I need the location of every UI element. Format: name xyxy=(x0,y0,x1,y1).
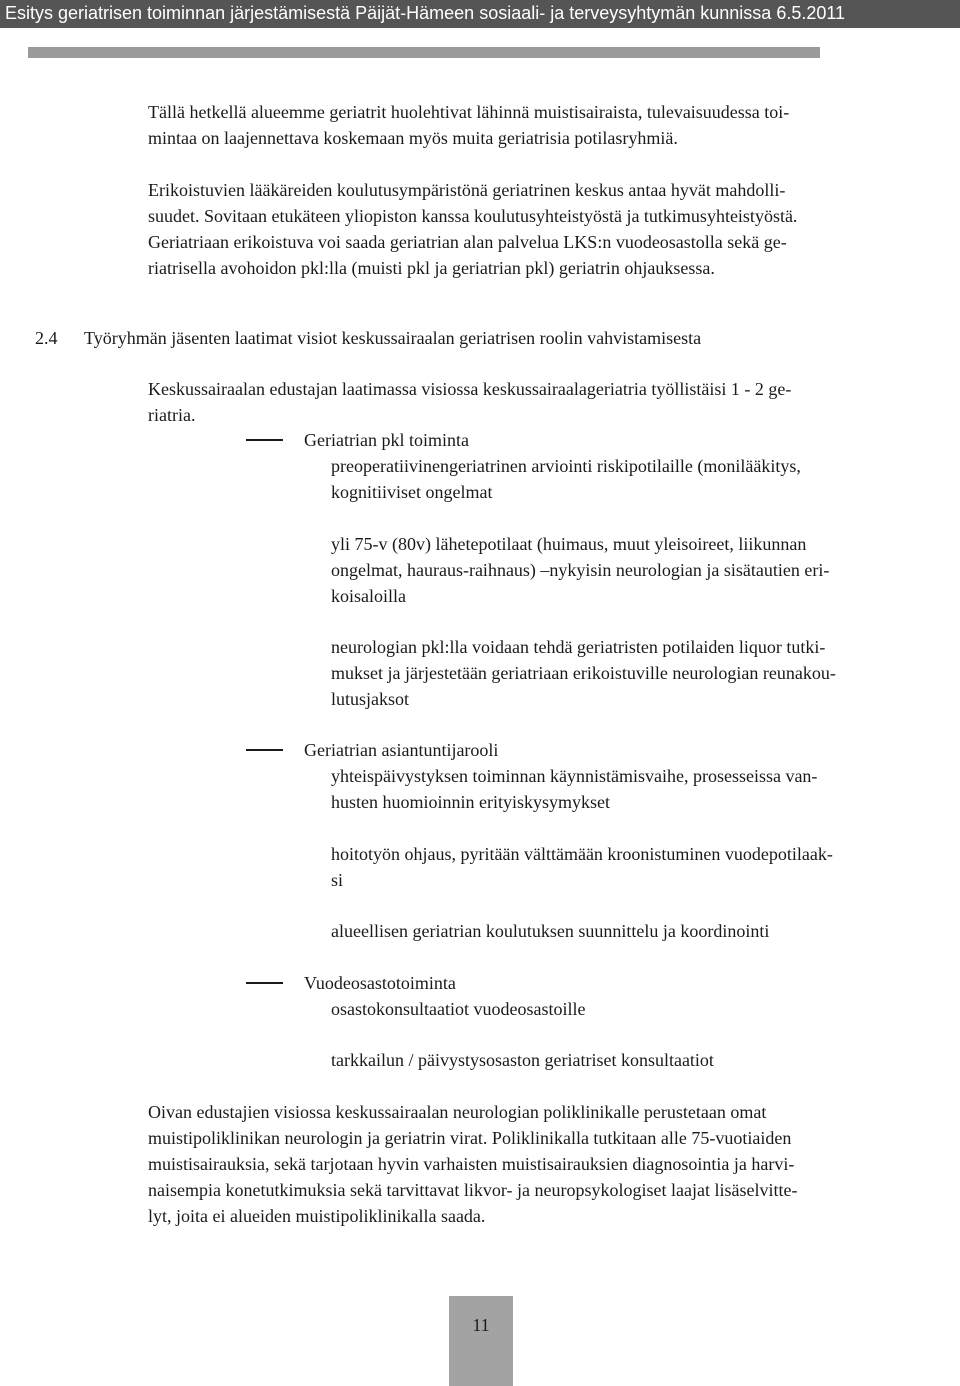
sub-item-line: ongelmat, hauraus-raihnaus) –nykyisin neurologian ja sisätautien eri- xyxy=(331,560,830,580)
sub-item-line: hoitotyön ohjaus, pyritään välttämään kroonistuminen vuodepotilaak- xyxy=(331,844,833,864)
sub-item-line: yhteispäivystyksen toiminnan käynnistämisvaihe, prosesseissa van- xyxy=(331,766,818,786)
paragraph-line: naisempia konetutkimuksia sekä tarvittavat likvor- ja neuropsykologiset laajat lisäselvitte- xyxy=(148,1180,798,1200)
sub-item-line: preoperatiivinengeriatrinen arviointi riskipotilaille (monilääkitys, xyxy=(331,456,801,476)
paragraph-line: Tällä hetkellä alueemme geriatrit huolehtivat lähinnä muistisairaista, tulevaisuudessa toi- xyxy=(148,102,790,122)
sub-item-line: husten huomioinnin erityiskysymykset xyxy=(331,792,610,812)
paragraph-line: suudet. Sovitaan etukäteen yliopiston kanssa koulutusyhteistyöstä ja tutkimusyhteistyöstä. xyxy=(148,206,798,226)
paragraph-line: lyt, joita ei alueiden muistipoliklinikalla saada. xyxy=(148,1206,486,1226)
sub-item-line: alueellisen geriatrian koulutuksen suunnittelu ja koordinointi xyxy=(331,921,770,941)
sub-item-line: neurologian pkl:lla voidaan tehdä geriatristen potilaiden liquor tutki- xyxy=(331,637,826,657)
sub-item-line: lutusjaksot xyxy=(331,689,410,709)
dash-bullet-icon xyxy=(246,749,283,751)
sub-item-line: si xyxy=(331,870,344,890)
document-title: Esitys geriatrisen toiminnan järjestämisestä Päijät-Hämeen sosiaali- ja terveysyhtymän kunnissa 6.5.2011 xyxy=(5,3,846,23)
sub-item-line: osastokonsultaatiot vuodeosastoille xyxy=(331,999,586,1019)
paragraph-line: riatrisella avohoidon pkl:lla (muisti pkl ja geriatrian pkl) geriatrin ohjauksessa. xyxy=(148,258,715,278)
paragraph-line: muistisairauksia, sekä tarjotaan hyvin varhaisten muistisairauksien diagnosointia ja harvi- xyxy=(148,1154,795,1174)
dash-bullet-icon xyxy=(246,982,283,984)
paragraph-line: Erikoistuvien lääkäreiden koulutusympäristönä geriatrinen keskus antaa hyvät mahdolli- xyxy=(148,180,786,200)
paragraph-line: mintaa on laajennettava koskemaan myös muita geriatrisia potilasryhmiä. xyxy=(148,128,678,148)
paragraph-line: Keskussairaalan edustajan laatimassa visiossa keskussairaalageriatria työllistäisi 1 - 2 ge- xyxy=(148,379,792,399)
paragraph-line: Oivan edustajien visiossa keskussairaalan neurologian poliklinikalle perustetaan omat xyxy=(148,1102,767,1122)
sub-item-line: mukset ja järjestetään geriatriaan erikoistuville neurologian reunakou- xyxy=(331,663,836,683)
page-number: 11 xyxy=(472,1315,490,1335)
sub-item-line: yli 75-v (80v) lähetepotilaat (huimaus, muut yleisoireet, liikunnan xyxy=(331,534,807,554)
sub-item-line: koisaloilla xyxy=(331,586,406,606)
document-header xyxy=(0,0,960,28)
section-number: 2.4 xyxy=(35,328,58,348)
bullet-title: Geriatrian asiantuntijarooli xyxy=(304,740,499,760)
paragraph-line: Geriatriaan erikoistuva voi saada geriatrian alan palvelua LKS:n vuodeosastolla sekä ge- xyxy=(148,232,787,252)
bullet-title: Vuodeosastotoiminta xyxy=(304,973,456,993)
bullet-title: Geriatrian pkl toiminta xyxy=(304,430,469,450)
header-divider xyxy=(28,47,820,58)
paragraph-line: muistipoliklinikan neurologin ja geriatrin virat. Poliklinikalla tutkitaan alle 75-vuotiaiden xyxy=(148,1128,792,1148)
paragraph-line: riatria. xyxy=(148,405,196,425)
sub-item-line: tarkkailun / päivystysosaston geriatriset konsultaatiot xyxy=(331,1050,714,1070)
page-number-box xyxy=(449,1296,513,1386)
dash-bullet-icon xyxy=(246,439,283,441)
section-heading: Työryhmän jäsenten laatimat visiot keskussairaalan geriatrisen roolin vahvistamisesta xyxy=(84,328,702,348)
sub-item-line: kognitiiviset ongelmat xyxy=(331,482,493,502)
